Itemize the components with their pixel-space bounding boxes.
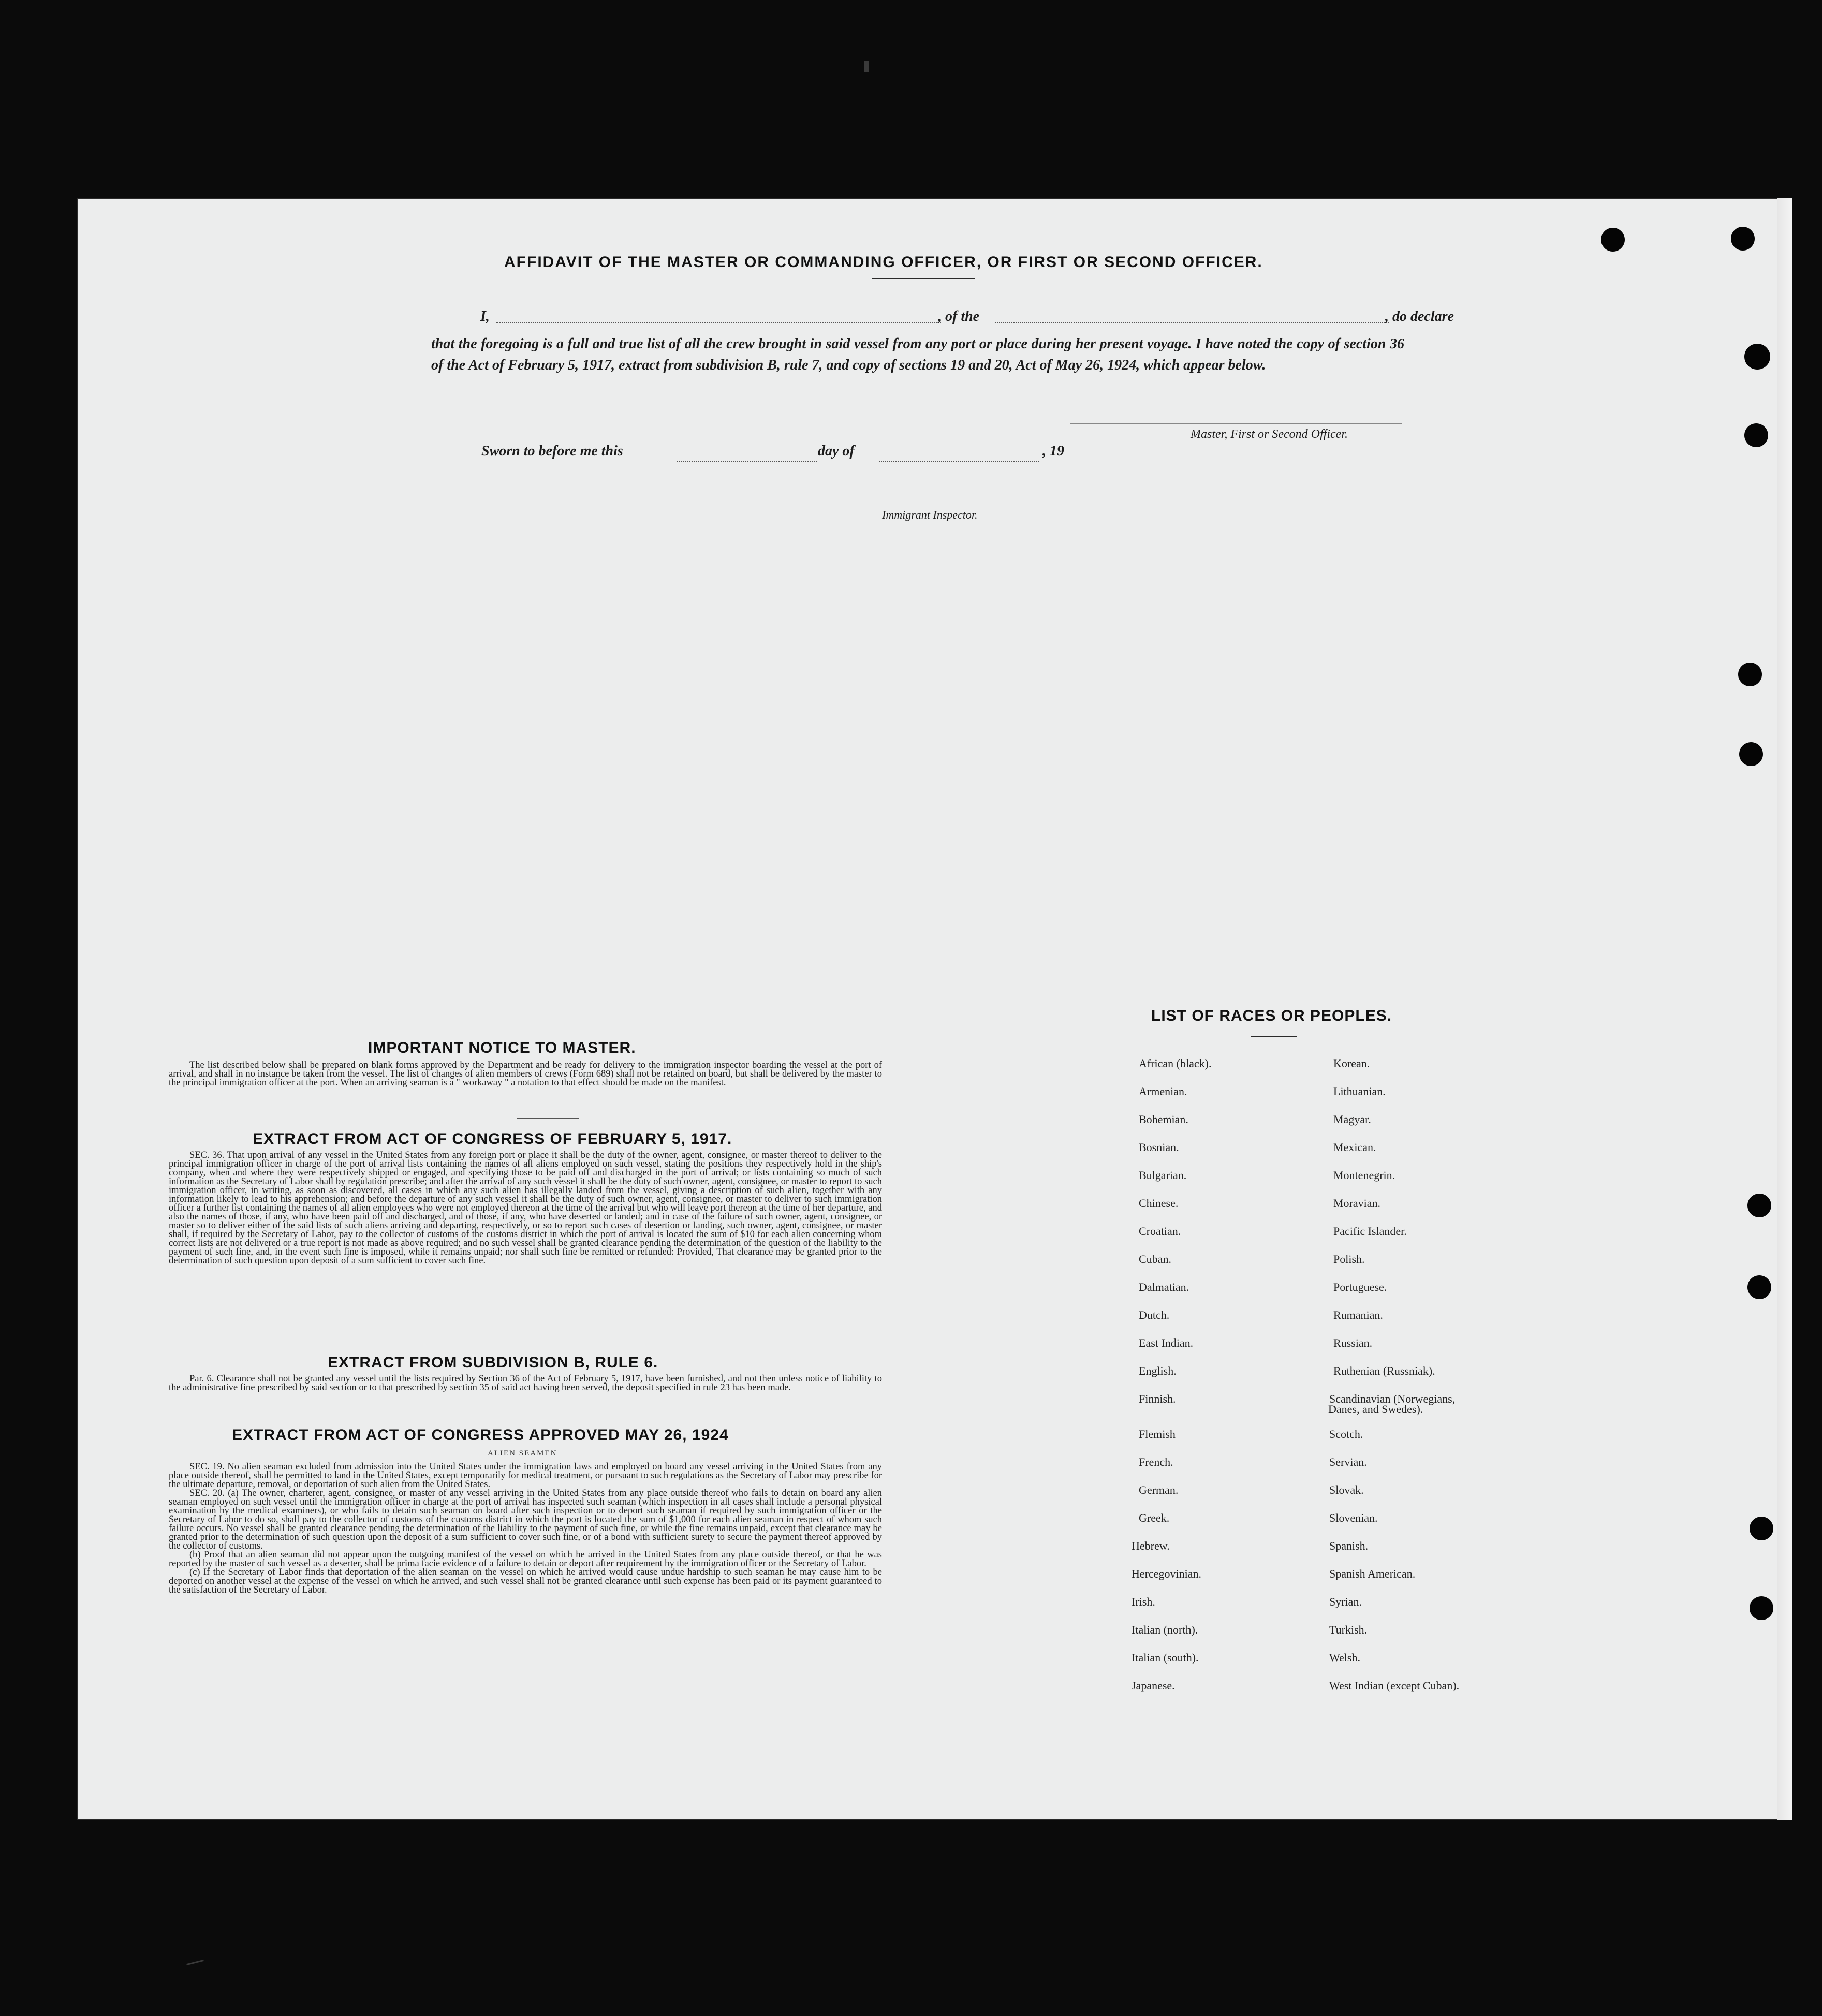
race-item: West Indian (except Cuban). [1329, 1679, 1460, 1692]
vessel-field[interactable] [995, 322, 1389, 323]
race-item: African (black). [1139, 1057, 1212, 1070]
sec-20a-paragraph: SEC. 20. (a) The owner, charterer, agent, consignee, or master of any vessel arriving in the United States from any place outside thereof who fails to detain on board any alien seaman employed on such vessel until the immigration officer in charge at the port of arrival has inspected such seaman (which inspection in all cases shall include a personal physical examination by the medical examiners), or who fails to detain such seaman on board after such inspection or to deport such seaman if required by such immigration officer or the Secretary of Labor to do so, shall pay to the collector of customs of the customs district in which the port is located the sum of $1,000 for each alien seaman in respect of whom such failure occurs. No vessel shall be granted clearance pending the determination of the liability to the payment of such fine, or while the fine remains unpaid, except that clearance may be granted prior to the determination of such question upon the deposit of a sum sufficient to cover such fine, or of a bond with sufficient surety to secure the payment thereof approved by the collector of customs. [169, 1488, 882, 1551]
punch-hole [1744, 344, 1770, 370]
signature-line [1070, 423, 1402, 424]
race-item: Italian (north). [1132, 1623, 1198, 1636]
extract-1924-text [169, 1463, 882, 1595]
race-item: Bohemian. [1139, 1113, 1188, 1126]
notice-paragraph: The list described below shall be prepared on blank forms approved by the Department and be ready for delivery to the immigration inspector boarding the vessel at the port of arrival, and shall in no instance be taken from the vessel. The list of changes of alien members of crews (Form 689) shall not be retained on board, but shall be delivered by the master to the principal immigration officer at the port. When an arriving seaman is a " workaway " a notation to that effect should be made on the manifest. [169, 1060, 882, 1088]
scan-artifact [864, 61, 869, 72]
race-item: Slovak. [1329, 1483, 1364, 1496]
punch-hole [1750, 1517, 1773, 1540]
inspector-caption: Immigrant Inspector. [882, 508, 978, 521]
race-item: Syrian. [1329, 1595, 1362, 1608]
race-item: Greek. [1139, 1511, 1170, 1524]
day-of-label: day of [818, 443, 855, 459]
extract-1917-paragraph: SEC. 36. That upon arrival of any vessel in the United States from any foreign port or place it shall be the duty of the owner, agent, consignee, or master thereof to deliver to the principal immigration officer in charge of the port of arrival lists containing the names of all aliens employed on such vessel, stating the positions they respectively hold in the ship's company, when and where they were respectively shipped or engaged, and specifying those to be paid off and discharged in the port of arrival; or lists containing so much of such information as the Secretary of Labor shall by regulation prescribe; and after the arrival of any such vessel it shall be the duty of such owner, agent, consignee, or master to report to such immigration officer, in writing, as soon as discovered, all cases in which any such alien has illegally landed from the vessel, giving a description of such alien, together with any information likely to lead to his apprehension; and before the departure of any such vessel it shall be the duty of such owner, agent, consignee, or master to deliver to such immigration officer a further list containing the names of all alien employees who were not employed thereon at the time of the arrival but who will leave port thereon at the time of her departure, and also the names of those, if any, who have been paid off and discharged, and of those, if any, who have deserted or landed; and in case of the failure of such owner, agent, consignee, or master so to deliver either of the said lists of such aliens arriving and departing, respectively, or so to report such cases of desertion or landing, such owner, agent, consignee, or master shall, if required by the Secretary of Labor, pay to the collector of customs of the customs district in which the port of arrival is located the sum of $10 for each alien concerning whom correct lists are not delivered or a true report is not made as above required; and no such vessel shall be granted clearance pending the determination of the question of the liability to the payment of such fine, and, in the event such fine is imposed, while it remains unpaid; nor shall such fine be remitted or refunded: Provided, That clearance may be granted prior to the determination of such question upon deposit of a sum sufficient to cover such fine. [169, 1150, 882, 1266]
race-item: Dalmatian. [1139, 1281, 1189, 1293]
race-item: Spanish. [1329, 1539, 1369, 1552]
race-item: Flemish [1139, 1428, 1176, 1440]
race-item: Dutch. [1139, 1308, 1170, 1321]
extract-rule6-title: EXTRACT FROM SUBDIVISION B, RULE 6. [328, 1354, 658, 1371]
race-item: Bosnian. [1139, 1141, 1179, 1154]
divider [1251, 1036, 1297, 1037]
affidavit-of-the: , of the [938, 308, 980, 325]
page-edge [1777, 198, 1792, 1820]
race-item: Hercegovinian. [1132, 1567, 1201, 1580]
race-item: Moravian. [1333, 1197, 1381, 1210]
race-item: Scandinavian (Norwegians, [1329, 1392, 1456, 1405]
extract-rule6-paragraph: Par. 6. Clearance shall not be granted any vessel until the lists required by Section 36 of the Act of February 5, 1917, have been furnished, and not then unless notice of liability to the administrative fine prescribed by said section or to that prescribed by section 35 of said act having been served, the deposit specified in rule 23 has been made. [169, 1374, 882, 1393]
signature-caption: Master, First or Second Officer. [1191, 428, 1348, 441]
race-item: English. [1139, 1364, 1177, 1377]
day-field[interactable] [677, 461, 817, 462]
manifest-back-page [77, 198, 1792, 1820]
race-item: Japanese. [1132, 1679, 1175, 1692]
punch-hole [1747, 1194, 1771, 1217]
races-title: LIST OF RACES OR PEOPLES. [1151, 1007, 1392, 1024]
race-item: Korean. [1333, 1057, 1370, 1070]
race-item: Montenegrin. [1333, 1169, 1395, 1182]
affidavit-pronoun: I, [480, 308, 490, 325]
race-item: Bulgarian. [1139, 1169, 1187, 1182]
notice-text [169, 1061, 882, 1087]
race-item: Pacific Islander. [1333, 1225, 1407, 1238]
year-label: , 19 [1042, 443, 1064, 459]
race-continuation: Danes, and Swedes). [1328, 1403, 1423, 1416]
race-item: Servian. [1329, 1455, 1367, 1468]
race-item: Irish. [1132, 1595, 1155, 1608]
race-item: Turkish. [1329, 1623, 1368, 1636]
extract-1917-title: EXTRACT FROM ACT OF CONGRESS OF FEBRUARY 5, 1917. [253, 1130, 732, 1147]
race-item: Cuban. [1139, 1253, 1171, 1265]
race-item: Croatian. [1139, 1225, 1181, 1238]
race-item: Portuguese. [1333, 1281, 1387, 1293]
race-item: Spanish American. [1329, 1567, 1416, 1580]
race-item: French. [1139, 1455, 1173, 1468]
extract-1917-text [169, 1151, 882, 1265]
race-item: East Indian. [1139, 1336, 1194, 1349]
race-item: Ruthenian (Russniak). [1333, 1364, 1435, 1377]
race-item: Magyar. [1333, 1113, 1371, 1126]
race-item: Russian. [1333, 1336, 1373, 1349]
race-item: Slovenian. [1329, 1511, 1378, 1524]
punch-hole [1738, 663, 1762, 686]
race-item: Finnish. [1139, 1392, 1176, 1405]
punch-hole [1731, 227, 1755, 251]
race-item: Welsh. [1329, 1651, 1360, 1664]
race-item: Hebrew. [1132, 1539, 1170, 1552]
sec-19-paragraph: SEC. 19. No alien seaman excluded from admission into the United States under the immigration laws and employed on board any vessel arriving in the United States from any place outside thereof, shall be permitted to land in the United States, except temporarily for medical treatment, or pursuant to such regulations as the Secretary of Labor may prescribe for the ultimate departure, removal, or deportation of such alien from the United States. [169, 1462, 882, 1490]
affidavit-title: AFFIDAVIT OF THE MASTER OR COMMANDING OFFICER, OR FIRST OR SECOND OFFICER. [504, 254, 1263, 271]
race-item: Lithuanian. [1333, 1085, 1386, 1098]
affidavit-statement: that the foregoing is a full and true list of all the crew brought in said vessel from any port or place during her present voyage. I have noted the copy of section 36 of the Act of February 5, 1917, extract from subdivision B, rule 7, and copy of sections 19 and 20, Act of May 26, 1924, which appear below. [431, 336, 1404, 373]
race-item: Mexican. [1333, 1141, 1376, 1154]
sec-20b-paragraph: (b) Proof that an alien seaman did not appear upon the outgoing manifest of the vessel on which he arrived in the United States from any place outside thereof, or that he was reported by the master of such vessel as a deserter, shall be prima facie evidence of a failure to detain or deport after requirement by the immigration officer or the Secretary of Labor. [169, 1550, 882, 1569]
punch-hole [1750, 1596, 1773, 1620]
extract-rule6-text [169, 1375, 882, 1392]
race-item: Italian (south). [1132, 1651, 1199, 1664]
name-field[interactable] [496, 322, 941, 323]
punch-hole [1739, 742, 1763, 766]
sworn-label: Sworn to before me this [481, 443, 623, 459]
race-item: Scotch. [1329, 1428, 1363, 1440]
punch-hole [1744, 423, 1768, 447]
race-item: German. [1139, 1483, 1179, 1496]
race-item: Chinese. [1139, 1197, 1179, 1210]
punch-hole [1747, 1275, 1771, 1299]
race-item: Rumanian. [1333, 1308, 1383, 1321]
punch-hole [1601, 228, 1625, 252]
extract-1924-subtitle: ALIEN SEAMEN [488, 1449, 557, 1458]
extract-1924-title: EXTRACT FROM ACT OF CONGRESS APPROVED MAY 26, 1924 [232, 1426, 729, 1444]
notice-title: IMPORTANT NOTICE TO MASTER. [368, 1039, 636, 1056]
sec-20c-paragraph: (c) If the Secretary of Labor finds that deportation of the alien seaman on the vessel on which he arrived would cause undue hardship to such seaman he may cause him to be deported on another vessel at the expense of the vessel on which he arrived, and such vessel shall not be granted clearance until such expense has been paid or its payment guaranteed to the satisfaction of the Secretary of Labor. [169, 1567, 882, 1595]
divider [872, 278, 975, 279]
affidavit-do-declare: , do declare [1385, 308, 1454, 325]
race-item: Polish. [1333, 1253, 1365, 1265]
scan-artifact [186, 1960, 204, 1965]
divider [517, 1118, 579, 1119]
month-field[interactable] [879, 461, 1039, 462]
race-item: Armenian. [1139, 1085, 1187, 1098]
